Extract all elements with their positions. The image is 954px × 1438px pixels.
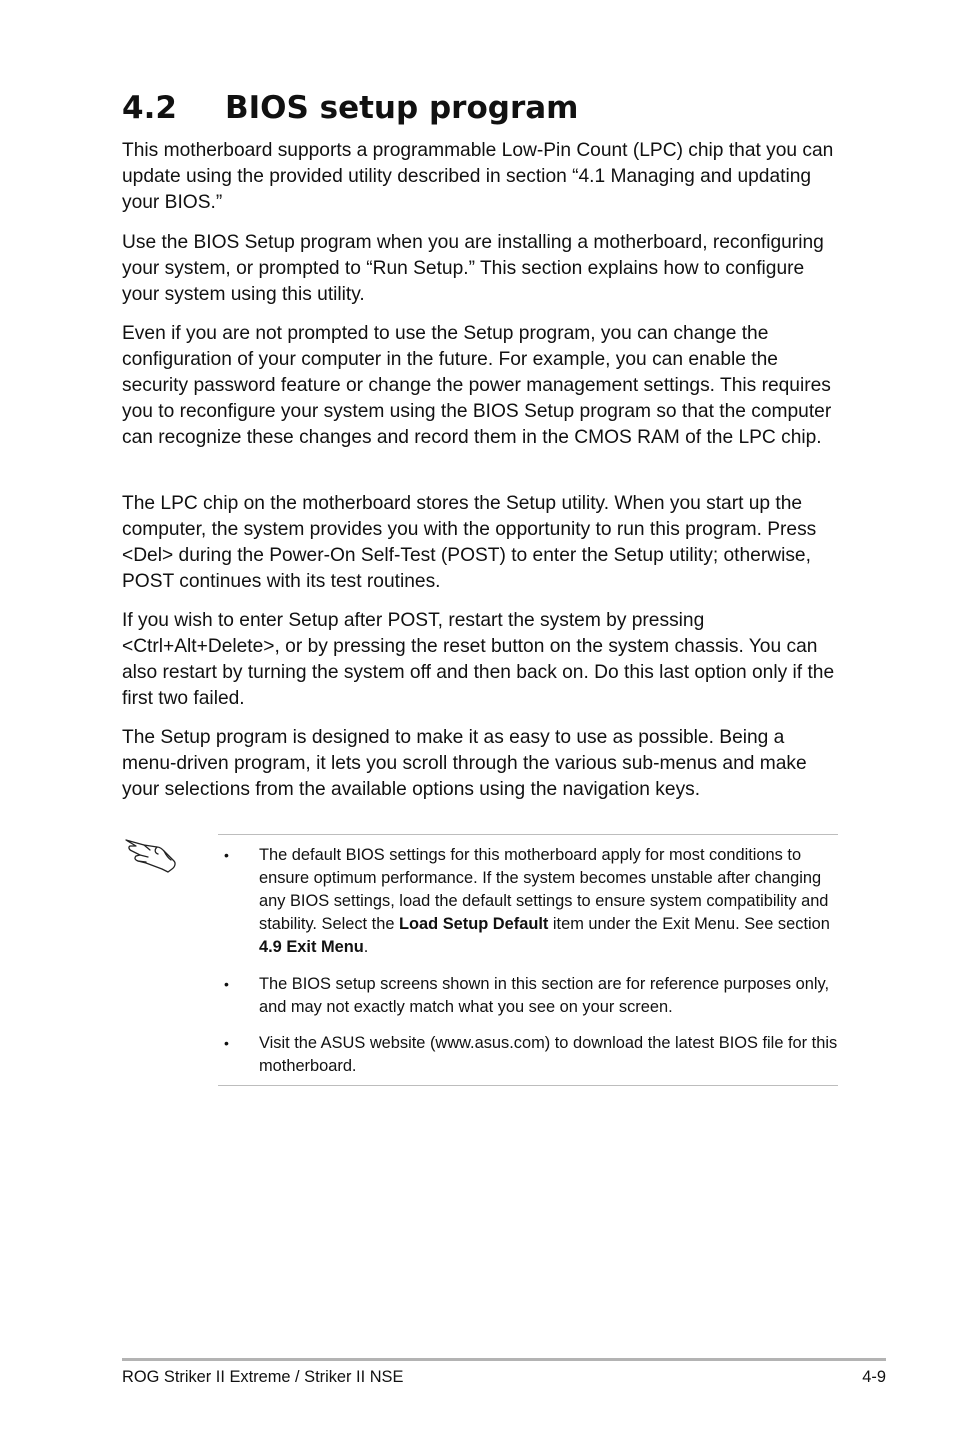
menu-item-name: Load Setup Default — [399, 915, 549, 933]
footer-page-number: 4-9 — [862, 1368, 886, 1386]
section-title: BIOS setup program — [225, 90, 579, 126]
footer-product-name: ROG Striker II Extreme / Striker II NSE — [122, 1368, 404, 1386]
body-paragraph: If you wish to enter Setup after POST, restart the system by pressing <Ctrl+Alt+Delete>, or by pressing the reset button on the system chassis. You can also restart by turning the system off and then back on. Do this last option only if the first two failed. — [122, 610, 835, 709]
note-text: The default BIOS settings for this motherboard apply for most conditions to ensure optimum performance. If the system becomes unstable after changing any BIOS settings, load the default settings to ensure system compatibility and stability. Select the Load Setup Default item under the Exit Menu. See section 4.9 Exit Menu. — [259, 846, 830, 956]
section-heading — [122, 86, 578, 130]
bullet-icon: • — [224, 847, 229, 863]
section-reference: 4.9 Exit Menu — [259, 938, 364, 956]
note-text: Visit the ASUS website (www.asus.com) to download the latest BIOS file for this motherboard. — [259, 1034, 838, 1075]
footer-divider — [122, 1358, 886, 1361]
body-paragraph: Use the BIOS Setup program when you are installing a motherboard, reconfiguring your system, or prompted to “Run Setup.” This section explains how to configure your system using this utility. — [122, 232, 824, 305]
bullet-icon: • — [224, 976, 229, 992]
section-number: 4.2 — [122, 90, 177, 126]
note-text: The BIOS setup screens shown in this section are for reference purposes only, and may not exactly match what you see on your screen. — [259, 975, 830, 1016]
note-box — [218, 834, 838, 1086]
bullet-icon: • — [224, 1035, 229, 1051]
body-paragraph: This motherboard supports a programmable Low-Pin Count (LPC) chip that you can update using the provided utility described in section “4.1 Managing and updating your BIOS.” — [122, 140, 834, 213]
body-paragraph: The LPC chip on the motherboard stores the Setup utility. When you start up the computer, the system provides you with the opportunity to run this program. Press <Del> during the Power-On Self-Test (POST) to enter the Setup utility; otherwise, POST continues with its test routines. — [122, 493, 817, 592]
body-paragraph: Even if you are not prompted to use the Setup program, you can change the configuration of your computer in the future. For example, you can enable the security password feature or change the power management settings. This requires you to reconfigure your system using the BIOS Setup program so that the computer can recognize these changes and record them in the CMOS RAM of the LPC chip. — [122, 323, 832, 448]
pointing-hand-icon — [124, 833, 178, 873]
body-paragraph: The Setup program is designed to make it as easy to use as possible. Being a menu-driven program, it lets you scroll through the various sub-menus and make your selections from the available options using the navigation keys. — [122, 727, 807, 800]
